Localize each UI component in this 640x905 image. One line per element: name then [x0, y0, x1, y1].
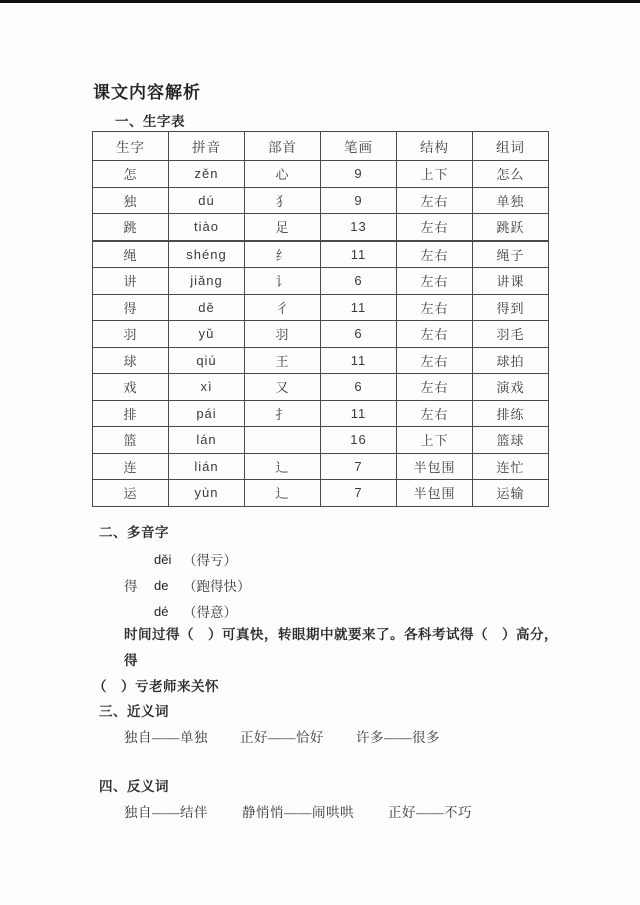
cell-words: 连忙	[473, 453, 549, 480]
cell-structure: 左右	[397, 400, 473, 427]
cell-character: 球	[93, 347, 169, 374]
cell-pinyin: shéng	[169, 241, 245, 268]
cell-structure: 左右	[397, 241, 473, 268]
cell-strokes: 11	[321, 294, 397, 321]
cell-strokes: 11	[321, 347, 397, 374]
polyphone-example: （跑得快）	[183, 579, 251, 594]
cell-structure: 上下	[397, 161, 473, 188]
cell-pinyin: xì	[169, 374, 245, 401]
cell-strokes: 9	[321, 187, 397, 214]
table-row	[93, 400, 549, 427]
polyphone-example: （得亏）	[183, 553, 237, 568]
cell-radical: 王	[245, 347, 321, 374]
col-header-radical: 部首	[245, 132, 321, 161]
cell-character: 得	[93, 294, 169, 321]
cell-strokes: 6	[321, 268, 397, 295]
section-heading-antonyms: 四、反义词	[99, 779, 169, 794]
table-row	[93, 427, 549, 454]
cell-character: 绳	[93, 241, 169, 268]
cell-character: 羽	[93, 321, 169, 348]
cell-pinyin: dě	[169, 294, 245, 321]
cell-structure: 半包围	[397, 453, 473, 480]
cell-pinyin: zěn	[169, 161, 245, 188]
cell-structure: 左右	[397, 187, 473, 214]
cell-structure: 左右	[397, 268, 473, 295]
page-title: 课文内容解析	[93, 83, 201, 102]
cell-character: 运	[93, 480, 169, 507]
antonym-pair: 独自——结伴	[124, 805, 208, 820]
cell-strokes: 6	[321, 374, 397, 401]
cell-structure: 左右	[397, 347, 473, 374]
table-row	[93, 347, 549, 374]
synonym-pair: 独自——单独	[124, 730, 208, 745]
section-heading-polyphone: 二、多音字	[99, 525, 169, 540]
cell-pinyin: qiú	[169, 347, 245, 374]
cell-words: 运输	[473, 480, 549, 507]
cell-radical: 扌	[245, 400, 321, 427]
exercise-line: （ ）亏老师来关怀	[93, 679, 219, 694]
table-row	[93, 187, 549, 214]
col-header-words: 组词	[473, 132, 549, 161]
cell-structure: 左右	[397, 321, 473, 348]
cell-strokes: 6	[321, 321, 397, 348]
cell-character: 戏	[93, 374, 169, 401]
polyphone-readings	[124, 546, 251, 624]
cell-structure: 左右	[397, 374, 473, 401]
cell-pinyin: tiào	[169, 214, 245, 241]
cell-words: 跳跃	[473, 214, 549, 241]
cell-words: 绳子	[473, 241, 549, 268]
cell-pinyin: yǔ	[169, 321, 245, 348]
cell-character: 讲	[93, 268, 169, 295]
cell-strokes: 16	[321, 427, 397, 454]
cell-pinyin: dú	[169, 187, 245, 214]
polyphone-example: （得意）	[183, 605, 237, 620]
new-character-table	[92, 131, 549, 507]
cell-pinyin: jiǎng	[169, 268, 245, 295]
table-row	[93, 161, 549, 188]
table-row	[93, 374, 549, 401]
cell-character: 篮	[93, 427, 169, 454]
table-row	[93, 294, 549, 321]
table-row	[93, 214, 549, 241]
cell-radical: 纟	[245, 241, 321, 268]
cell-radical: 辶	[245, 453, 321, 480]
cell-structure: 左右	[397, 214, 473, 241]
cell-structure: 上下	[397, 427, 473, 454]
polyphone-pinyin: děi	[154, 551, 172, 567]
section-heading-synonyms: 三、近义词	[99, 704, 169, 719]
cell-pinyin: pái	[169, 400, 245, 427]
cell-strokes: 11	[321, 241, 397, 268]
cell-words: 演戏	[473, 374, 549, 401]
cell-strokes: 7	[321, 453, 397, 480]
cell-radical: 足	[245, 214, 321, 241]
cell-structure: 左右	[397, 294, 473, 321]
cell-character: 怎	[93, 161, 169, 188]
cell-strokes: 13	[321, 214, 397, 241]
cell-pinyin: yùn	[169, 480, 245, 507]
cell-radical: 羽	[245, 321, 321, 348]
cell-radical: 心	[245, 161, 321, 188]
cell-structure: 半包围	[397, 480, 473, 507]
cell-radical: 又	[245, 374, 321, 401]
cell-character: 独	[93, 187, 169, 214]
polyphone-pinyin: dé	[154, 603, 169, 619]
cell-words: 得到	[473, 294, 549, 321]
cell-character: 跳	[93, 214, 169, 241]
exercise-line: 时间过得（ ）可真快，转眼期中就要来了。各科考试得（ ）高分，得	[124, 627, 558, 668]
col-header-character: 生字	[93, 132, 169, 161]
table-header-row	[93, 132, 549, 161]
table-row	[93, 268, 549, 295]
cell-character: 连	[93, 453, 169, 480]
synonym-pair: 正好——恰好	[240, 730, 324, 745]
synonym-pairs	[124, 726, 440, 746]
cell-radical	[245, 427, 321, 454]
cell-radical: 讠	[245, 268, 321, 295]
table-row	[93, 241, 549, 268]
cell-character: 排	[93, 400, 169, 427]
col-header-structure: 结构	[397, 132, 473, 161]
polyphone-character: 得	[124, 579, 138, 594]
cell-words: 篮球	[473, 427, 549, 454]
cell-strokes: 7	[321, 480, 397, 507]
top-rule-divider	[0, 0, 640, 3]
cell-radical: 彳	[245, 294, 321, 321]
cell-words: 羽毛	[473, 321, 549, 348]
table-row	[93, 321, 549, 348]
antonym-pair: 正好——不巧	[388, 805, 472, 820]
cell-strokes: 11	[321, 400, 397, 427]
cell-words: 排练	[473, 400, 549, 427]
cell-pinyin: lián	[169, 453, 245, 480]
antonym-pair: 静悄悄——闹哄哄	[242, 805, 354, 820]
cell-pinyin: lán	[169, 427, 245, 454]
cell-words: 单独	[473, 187, 549, 214]
polyphone-pinyin: de	[154, 577, 169, 593]
cell-words: 怎么	[473, 161, 549, 188]
table-row	[93, 480, 549, 507]
cell-radical: 辶	[245, 480, 321, 507]
cell-radical: 犭	[245, 187, 321, 214]
cell-words: 球拍	[473, 347, 549, 374]
antonym-pairs	[124, 801, 472, 821]
polyphone-exercise	[93, 622, 568, 700]
section-heading-new-characters: 一、生字表	[115, 114, 185, 129]
table-row	[93, 453, 549, 480]
synonym-pair: 许多——很多	[356, 730, 440, 745]
cell-strokes: 9	[321, 161, 397, 188]
col-header-pinyin: 拼音	[169, 132, 245, 161]
col-header-strokes: 笔画	[321, 132, 397, 161]
cell-words: 讲课	[473, 268, 549, 295]
